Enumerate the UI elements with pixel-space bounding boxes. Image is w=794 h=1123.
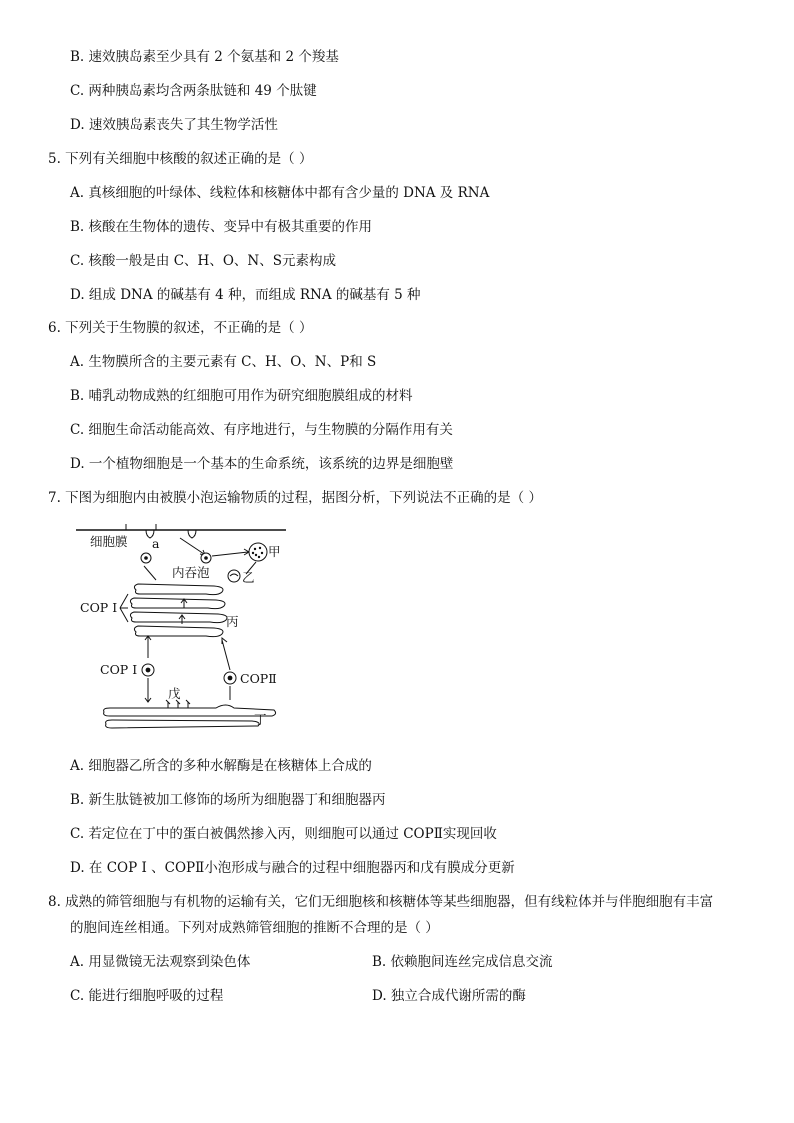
q7-option-a: A. 细胞器乙所含的多种水解酶是在核糖体上合成的 <box>70 758 372 774</box>
q8-option-a: A. 用显微镜无法观察到染色体 <box>70 954 251 970</box>
label-bing: 丙 <box>226 614 239 629</box>
q8-option-d: D. 独立合成代谢所需的酶 <box>372 988 526 1004</box>
label-jia: 甲 <box>268 544 281 559</box>
q6-option-a: A. 生物膜所含的主要元素有 C、H、O、N、P和 S <box>70 354 377 370</box>
q8-option-c: C. 能进行细胞呼吸的过程 <box>70 988 224 1004</box>
q7-stem: 7. 下图为细胞内由被膜小泡运输物质的过程，据图分析，下列说法不正确的是（ ） <box>48 490 542 506</box>
label-ding: 丁 <box>254 712 267 727</box>
q5-stem: 5. 下列有关细胞中核酸的叙述正确的是（ ） <box>48 151 313 167</box>
q7-option-c: C. 若定位在丁中的蛋白被偶然掺入丙，则细胞可以通过 COPⅡ实现回收 <box>70 826 497 842</box>
q5-option-a: A. 真核细胞的叶绿体、线粒体和核糖体中都有含少量的 DNA 及 RNA <box>70 185 490 201</box>
q6-option-d: D. 一个植物细胞是一个基本的生命系统，该系统的边界是细胞壁 <box>70 456 454 472</box>
q6-option-b: B. 哺乳动物成熟的红细胞可用作为研究细胞膜组成的材料 <box>70 388 413 404</box>
label-endosome: 内吞泡 <box>172 565 210 580</box>
q7-option-d: D. 在 COP I 、COPⅡ小泡形成与融合的过程中细胞器丙和戊有膜成分更新 <box>70 860 515 876</box>
label-yi: 乙 <box>242 570 255 585</box>
q8-option-b: B. 依赖胞间连丝完成信息交流 <box>372 954 553 970</box>
q8-stem-line1: 8. 成熟的筛管细胞与有机物的运输有关，它们无细胞核和核糖体等某些细胞器，但有线粒体并与伴胞细胞有丰富 <box>48 894 714 910</box>
q4-option-b: B. 速效胰岛素至少具有 2 个氨基和 2 个羧基 <box>70 49 339 65</box>
label-membrane: 细胞膜 <box>90 534 128 549</box>
q5-option-b: B. 核酸在生物体的遗传、变异中有极其重要的作用 <box>70 219 373 235</box>
q6-option-c: C. 细胞生命活动能高效、有序地进行，与生物膜的分隔作用有关 <box>70 422 453 438</box>
label-a: a <box>152 536 160 551</box>
q4-option-c: C. 两种胰岛素均含两条肽链和 49 个肽键 <box>70 83 317 99</box>
label-wu: 戊 <box>168 686 181 701</box>
label-copi-top: COP I <box>80 600 118 615</box>
label-copii: COPⅡ <box>240 671 277 686</box>
q5-option-d: D. 组成 DNA 的碱基有 4 种，而组成 RNA 的碱基有 5 种 <box>70 287 421 303</box>
label-copi-left: COP I <box>100 662 138 677</box>
q7-option-b: B. 新生肽链被加工修饰的场所为细胞器丁和细胞器丙 <box>70 792 386 808</box>
vesicle-transport-diagram <box>76 524 296 740</box>
q5-option-c: C. 核酸一般是由 C、H、O、N、S元素构成 <box>70 253 336 269</box>
q6-stem: 6. 下列关于生物膜的叙述，不正确的是（ ） <box>48 320 313 336</box>
q4-option-d: D. 速效胰岛素丧失了其生物学活性 <box>70 117 278 133</box>
q8-stem-line2: 的胞间连丝相通。下列对成熟筛管细胞的推断不合理的是（ ） <box>70 920 439 936</box>
